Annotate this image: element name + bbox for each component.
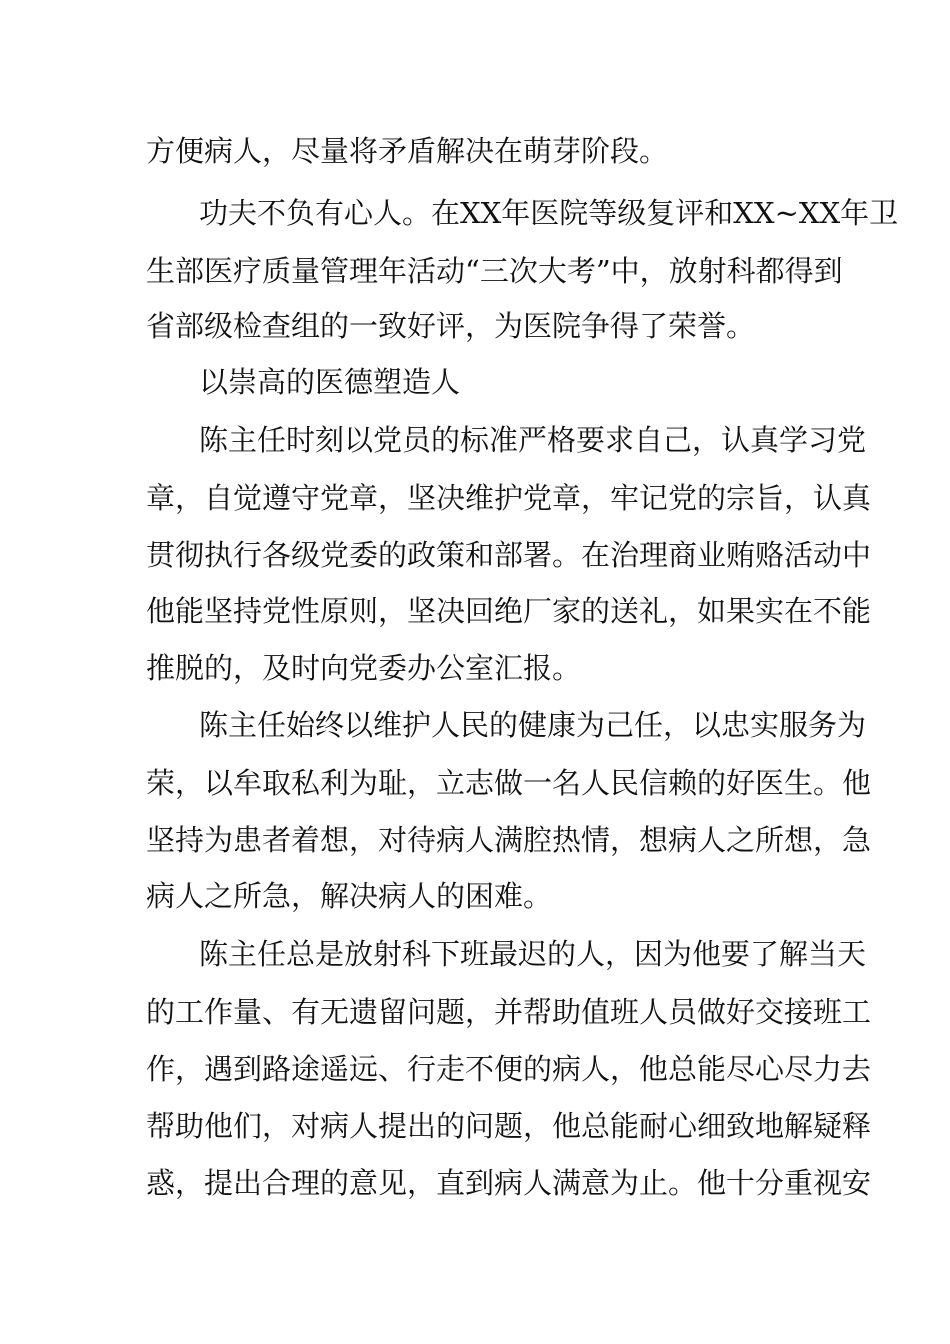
text-line: 作，遇到路途遥远、行走不便的病人，他总能尽心尽力去	[146, 1052, 872, 1086]
text-line: 坚持为患者着想，对待病人满腔热情，想病人之所想，急	[146, 823, 872, 857]
text-line: 帮助他们，对病人提出的问题，他总能耐心细致地解疑释	[146, 1109, 872, 1143]
text-line: 功夫不负有心人。在XX年医院等级复评和XX~XX年卫	[199, 196, 899, 230]
text-line: 生部医疗质量管理年活动“三次大考”中，放射科都得到	[146, 254, 843, 288]
text-line: 方便病人，尽量将矛盾解决在萌芽阶段。	[146, 134, 669, 168]
text-line: 他能坚持党性原则，坚决回绝厂家的送礼，如果实在不能	[146, 594, 872, 628]
text-line: 的工作量、有无遗留问题，并帮助值班人员做好交接班工	[146, 995, 872, 1029]
text-line: 陈主任总是放射科下班最迟的人，因为他要了解当天	[199, 937, 867, 971]
text-line: 荣，以牟取私利为耻，立志做一名人民信赖的好医生。他	[146, 766, 872, 800]
section-heading: 以崇高的医德塑造人	[199, 365, 461, 399]
text-line: 省部级检查组的一致好评，为医院争得了荣誉。	[146, 309, 756, 343]
text-line: 推脱的，及时向党委办公室汇报。	[146, 651, 582, 685]
text-line: 陈主任时刻以党员的标准严格要求自己，认真学习党	[199, 423, 867, 457]
text-line: 陈主任始终以维护人民的健康为己任，以忠实服务为	[199, 708, 867, 742]
text-line: 惑，提出合理的意见，直到病人满意为止。他十分重视安	[146, 1166, 872, 1200]
text-line: 贯彻执行各级党委的政策和部署。在治理商业贿赂活动中	[146, 538, 872, 572]
text-line: 章，自觉遵守党章，坚决维护党章，牢记党的宗旨，认真	[146, 481, 872, 515]
text-line: 病人之所急，解决病人的困难。	[146, 879, 553, 913]
